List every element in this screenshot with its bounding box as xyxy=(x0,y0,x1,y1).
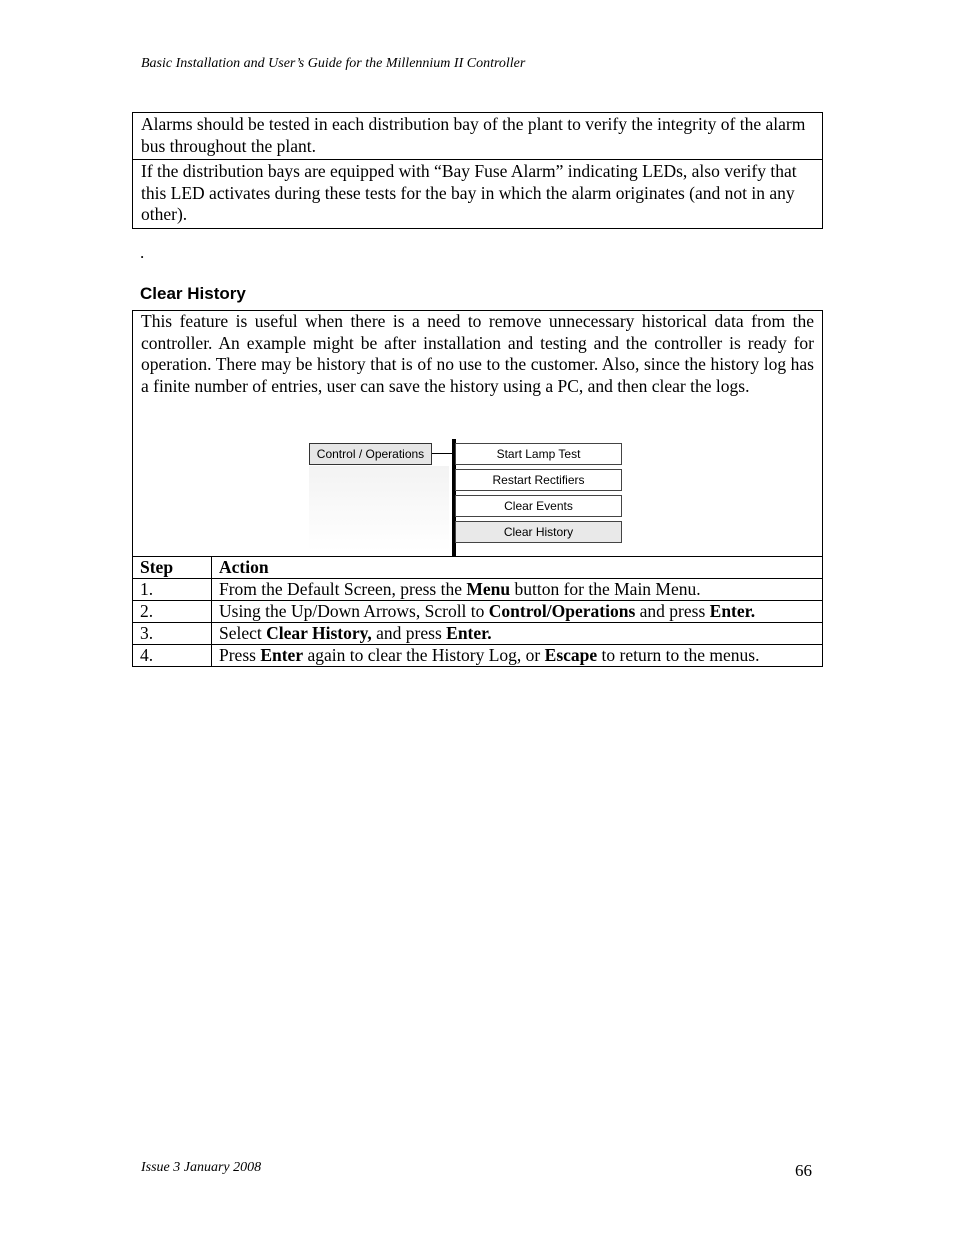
diagram-shadow xyxy=(309,466,449,551)
action-text: again to clear the History Log, or xyxy=(303,645,545,665)
clear-history-table xyxy=(132,310,823,667)
action-text: Using the Up/Down Arrows, Scroll to xyxy=(219,601,489,621)
table-row xyxy=(133,645,822,667)
header-step: Step xyxy=(133,557,212,579)
menu-item-restart-rectifiers: Restart Rectifiers xyxy=(455,469,622,491)
step-number: 2. xyxy=(133,601,212,623)
action-text: and press xyxy=(371,623,447,643)
action-keyword: Control/Operations xyxy=(488,601,636,621)
steps-table xyxy=(133,556,822,666)
action-keyword: Enter. xyxy=(709,601,756,621)
step-number: 3. xyxy=(133,623,212,645)
step-action xyxy=(212,601,823,623)
stray-period: . xyxy=(140,243,145,262)
intro-cell xyxy=(133,311,822,556)
table-row xyxy=(133,579,822,601)
steps-body xyxy=(133,579,822,667)
notes-table xyxy=(132,112,823,229)
table-row xyxy=(133,601,822,623)
note-bay-fuse-led: If the distribution bays are equipped with “Bay Fuse Alarm” indicating LEDs, also verify that this LED activates during these tests for the bay in which the alarm originates (and not in any other). xyxy=(133,159,822,228)
action-keyword: Enter xyxy=(260,645,304,665)
action-keyword: Enter. xyxy=(446,623,492,643)
running-header: Basic Installation and User’s Guide for the Millennium II Controller xyxy=(141,56,526,71)
action-keyword: Menu xyxy=(466,579,511,599)
step-action xyxy=(212,579,823,601)
action-text: Press xyxy=(219,645,261,665)
header-action: Action xyxy=(212,557,823,579)
action-text: to return to the menus. xyxy=(597,645,760,665)
section-title: Clear History xyxy=(140,284,246,303)
step-action xyxy=(212,623,823,645)
menu-item-clear-history: Clear History xyxy=(455,521,622,543)
step-number: 4. xyxy=(133,645,212,667)
action-text: and press xyxy=(635,601,710,621)
menu-parent-control-operations: Control / Operations xyxy=(309,443,432,465)
menu-diagram xyxy=(307,439,627,557)
action-keyword: Escape xyxy=(544,645,598,665)
footer-issue: Issue 3 January 2008 xyxy=(141,1160,262,1175)
action-text: From the Default Screen, press the xyxy=(219,579,467,599)
action-text: Select xyxy=(219,623,267,643)
page-number: 66 xyxy=(795,1161,812,1180)
note-alarm-test: Alarms should be tested in each distribution bay of the plant to verify the integrity of the alarm bus throughout the plant. xyxy=(141,114,806,156)
menu-item-clear-events: Clear Events xyxy=(455,495,622,517)
steps-header-row xyxy=(133,557,822,579)
menu-connector xyxy=(432,453,452,454)
step-action xyxy=(212,645,823,667)
menu-item-start-lamp-test: Start Lamp Test xyxy=(455,443,622,465)
action-keyword: Clear History, xyxy=(266,623,372,643)
intro-text: This feature is useful when there is a need to remove unnecessary historical data from the controller. An example might be after installation and testing and the controller is ready for operation. There may be history that is of no use to the customer. Also, since the history log has a finite number of entries, user can save the history using a PC, and then clear the logs. xyxy=(141,311,814,396)
step-number: 1. xyxy=(133,579,212,601)
table-row xyxy=(133,623,822,645)
action-text: button for the Main Menu. xyxy=(510,579,701,599)
